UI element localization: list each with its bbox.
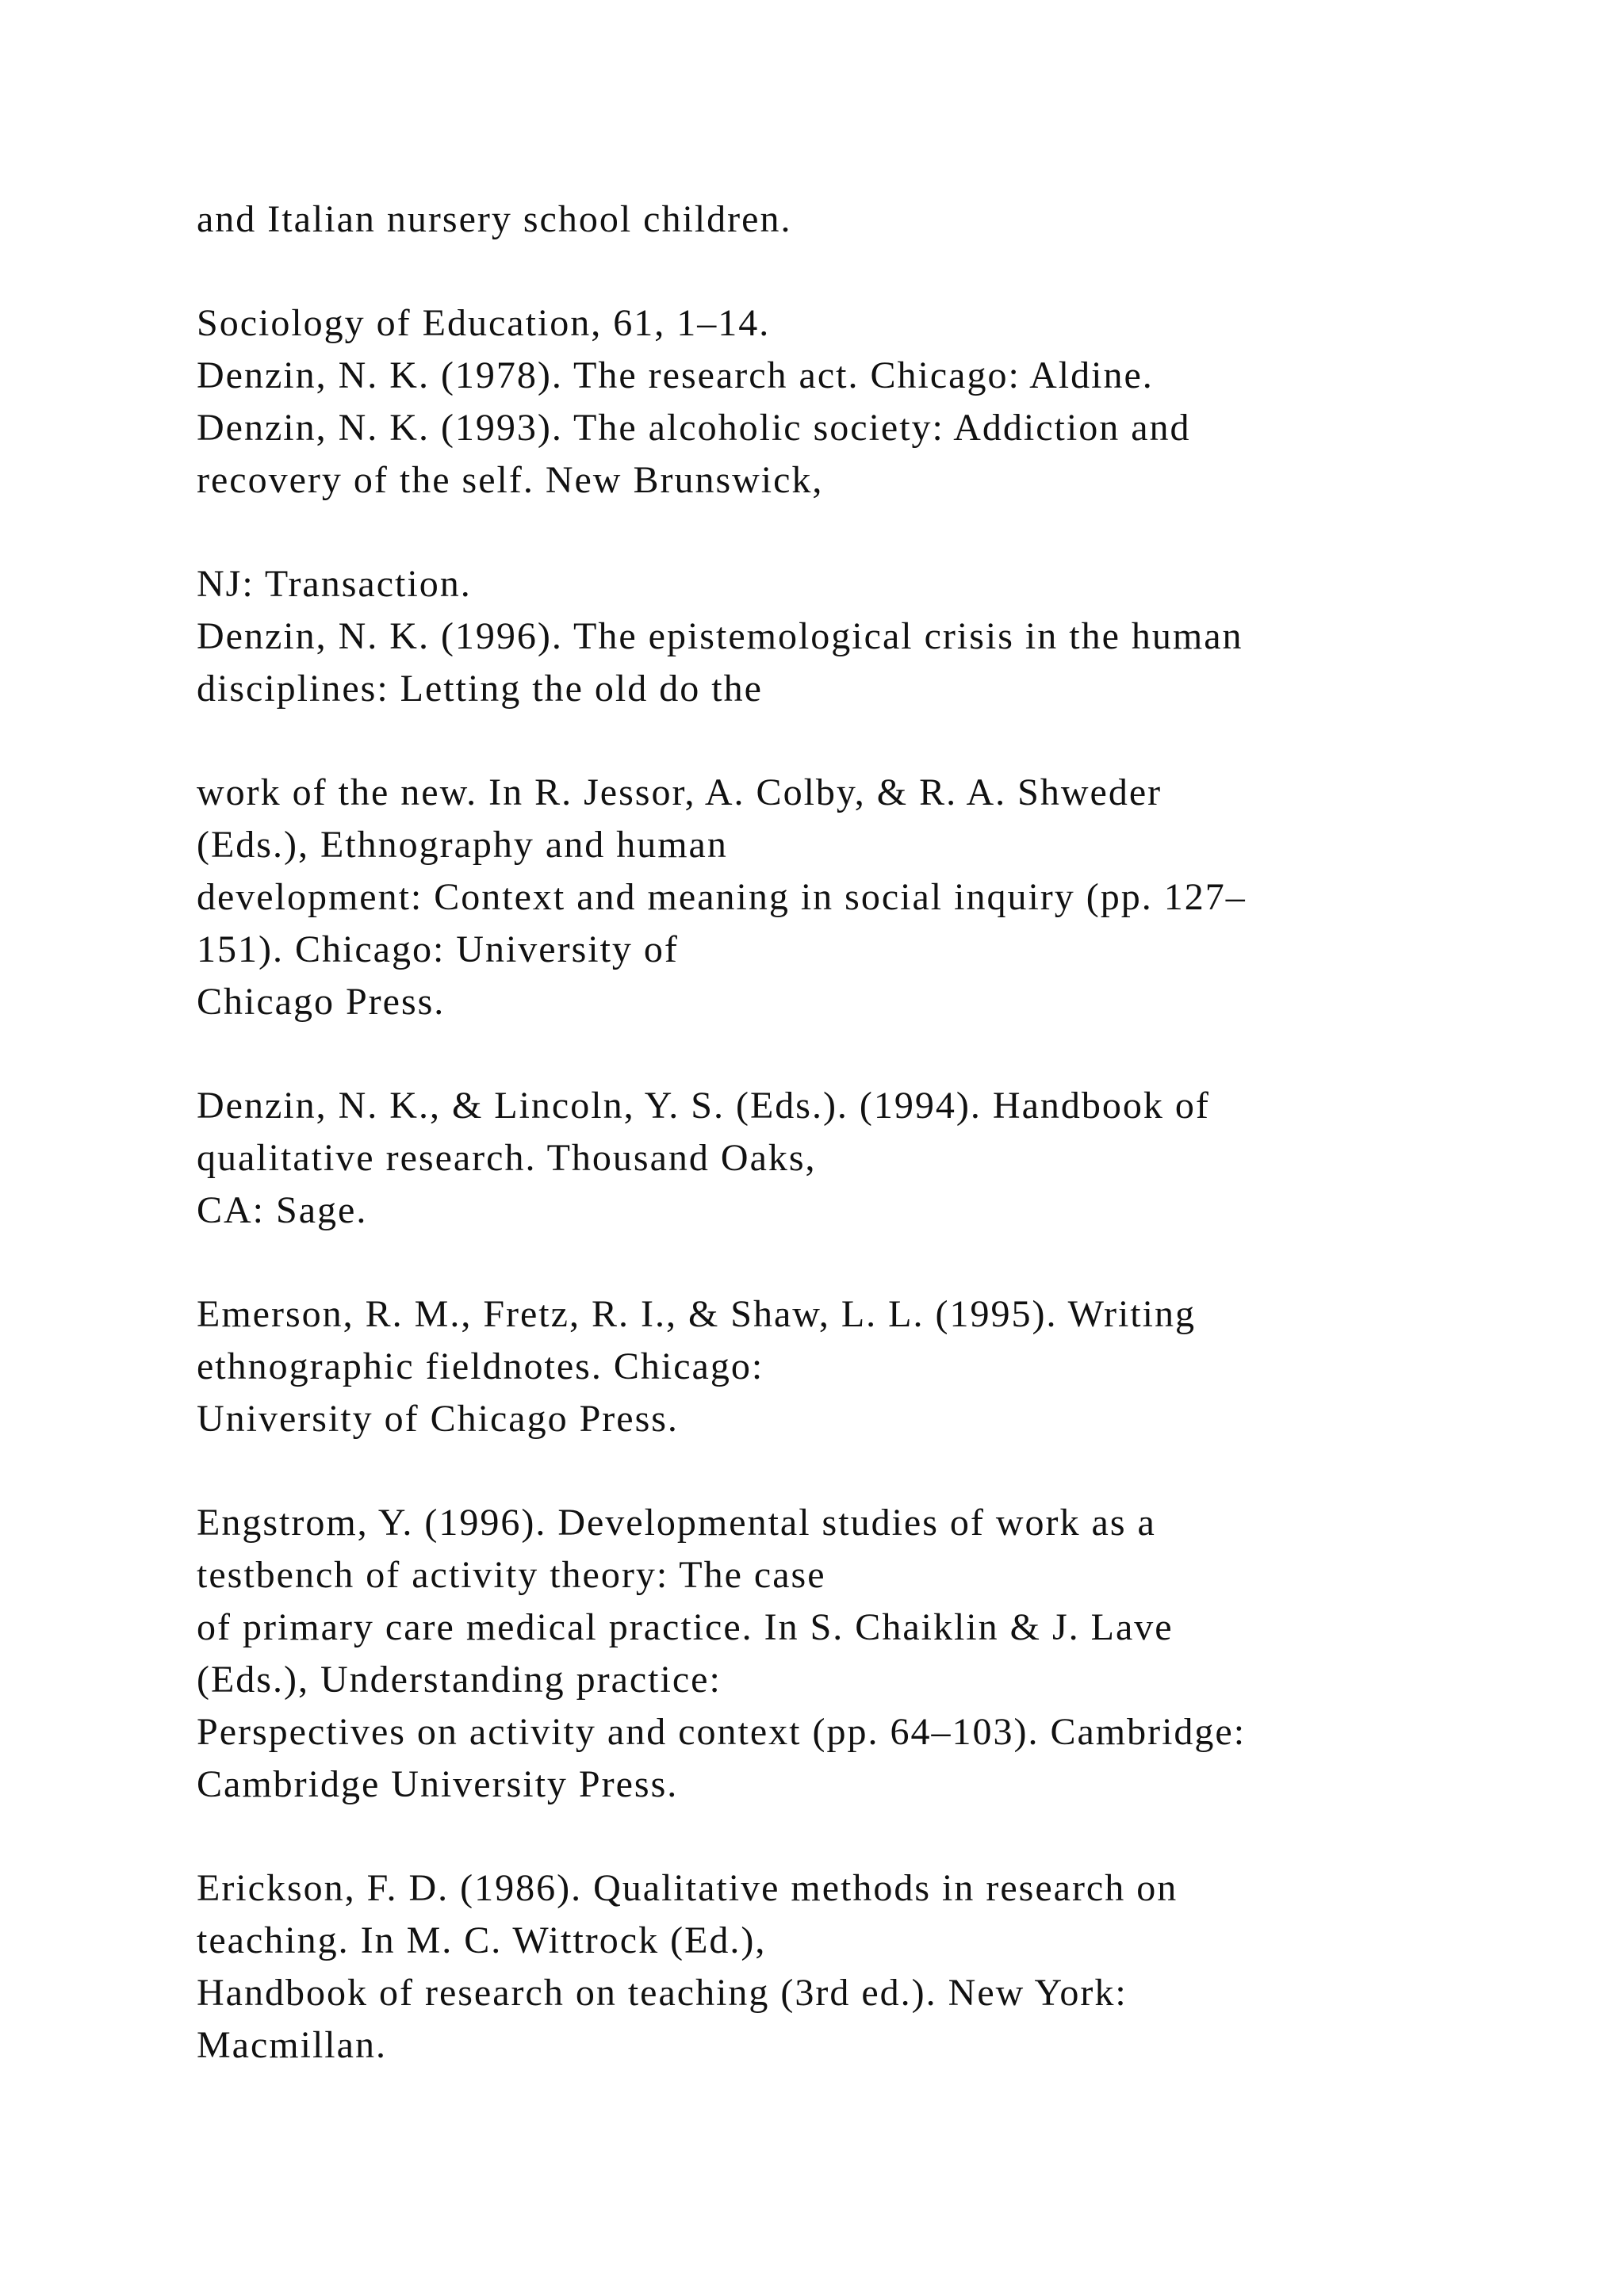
text-line: development: Context and meaning in social inquiry (pp. 127– — [197, 876, 1247, 918]
blank-line — [197, 1811, 1434, 1862]
text-line: Denzin, N. K., & Lincoln, Y. S. (Eds.). (1994). Handbook of — [197, 1085, 1210, 1127]
text-line: disciplines: Letting the old do the — [197, 668, 763, 710]
blank-line — [197, 246, 1434, 297]
blank-line — [197, 507, 1434, 558]
text-line: Engstrom, Y. (1996). Developmental studies of work as a — [197, 1502, 1156, 1544]
blank-line — [197, 1445, 1434, 1497]
text-line: 151). Chicago: University of — [197, 928, 679, 970]
text-line: of primary care medical practice. In S. Chaiklin & J. Lave — [197, 1606, 1174, 1648]
blank-line — [197, 1028, 1434, 1080]
text-line: Denzin, N. K. (1978). The research act. Chicago: Aldine. — [197, 354, 1154, 396]
blank-line — [197, 1237, 1434, 1288]
text-line: Chicago Press. — [197, 981, 446, 1023]
text-line: recovery of the self. New Brunswick, — [197, 459, 824, 501]
text-line: Denzin, N. K. (1993). The alcoholic society: Addiction and — [197, 407, 1191, 449]
text-line: Handbook of research on teaching (3rd ed.). New York: — [197, 1972, 1128, 2014]
text-line: Cambridge University Press. — [197, 1763, 679, 1805]
text-line: qualitative research. Thousand Oaks, — [197, 1137, 817, 1179]
text-line: and Italian nursery school children. — [197, 198, 792, 240]
text-line: Macmillan. — [197, 2024, 387, 2066]
text-line: Emerson, R. M., Fretz, R. I., & Shaw, L. L. (1995). Writing — [197, 1293, 1196, 1335]
text-line: CA: Sage. — [197, 1189, 368, 1231]
text-line: (Eds.), Understanding practice: — [197, 1659, 722, 1701]
blank-line — [197, 715, 1434, 767]
text-line: Sociology of Education, 61, 1–14. — [197, 302, 771, 344]
text-line: NJ: Transaction. — [197, 563, 472, 605]
text-line: teaching. In M. C. Wittrock (Ed.), — [197, 1919, 767, 1961]
text-line: Perspectives on activity and context (pp. 64–103). Cambridge: — [197, 1711, 1247, 1753]
text-line: University of Chicago Press. — [197, 1398, 679, 1440]
text-line: (Eds.), Ethnography and human — [197, 824, 728, 866]
text-line: testbench of activity theory: The case — [197, 1554, 826, 1596]
reference-list — [197, 193, 1434, 2072]
text-line: work of the new. In R. Jessor, A. Colby, & R. A. Shweder — [197, 771, 1162, 813]
text-line: Denzin, N. K. (1996). The epistemological crisis in the human — [197, 615, 1243, 657]
text-line: ethnographic fieldnotes. Chicago: — [197, 1345, 764, 1387]
text-line: Erickson, F. D. (1986). Qualitative methods in research on — [197, 1867, 1178, 1909]
